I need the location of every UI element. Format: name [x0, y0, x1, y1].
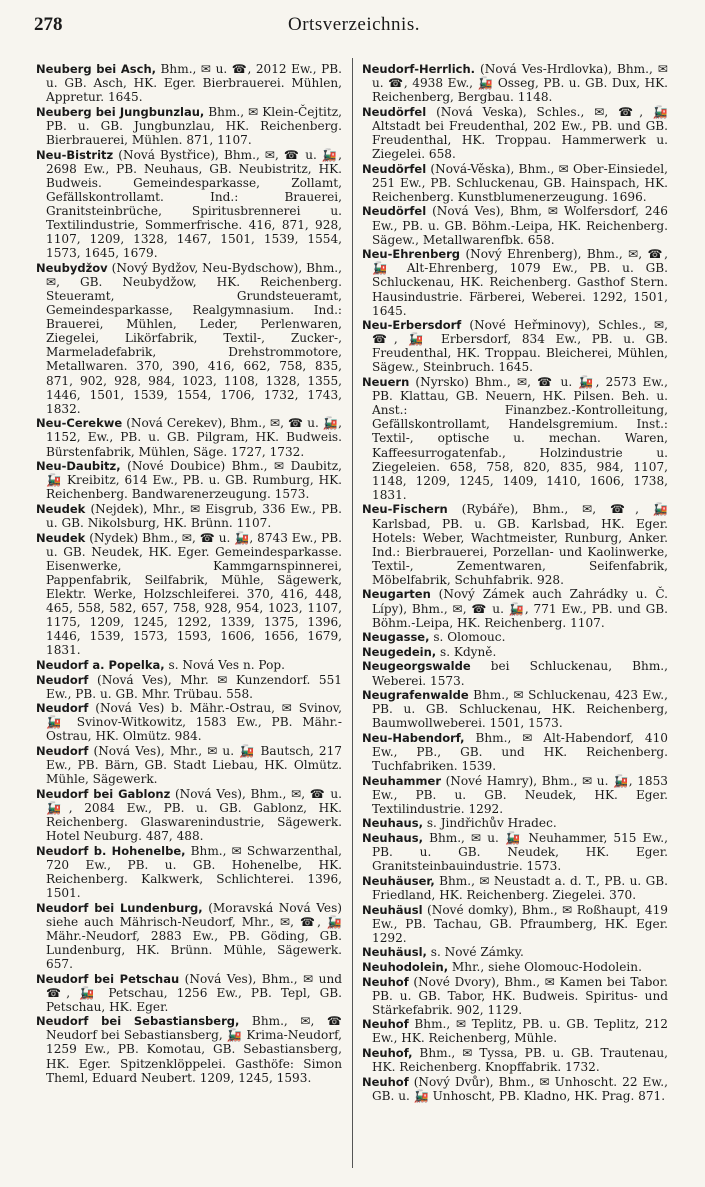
directory-entry — [362, 162, 668, 204]
entry-details: s. Olomouc. — [429, 630, 506, 645]
entry-place-name: Neudorf — [36, 744, 89, 758]
entry-details: (Nová Ves), Mhr. ✉ Kunzendorf. 551 Ew., PB. u. GB. Mhr. Trübau. 558. — [46, 672, 342, 701]
entry-place-name: Neudorf a. Popelka, — [36, 657, 165, 672]
entry-place-name: Neudörfel — [362, 104, 427, 119]
entry-place-name: Neuberg bei Asch, — [36, 62, 157, 76]
entry-place-name: Neu-Cerekwe — [36, 416, 123, 431]
entry-details: (Rybáře), Bhm., ✉, ☎, 🚂 Karlsbad, PB. u. GB. Karlsbad, HK. Eger. Hotels: Weber, Wachtmeister, Runburg, Anker. Ind.: Bierbrauerei, Porzellan- und Kaolinwerke, Textil-, Zementwaren, Seifenfabrik, Möbelfabrik, Schuhfabrik. 928. — [372, 502, 668, 587]
entry-place-name: Neu-Daubitz, — [36, 459, 121, 474]
entry-details: (Moravská Nová Ves) siehe auch Mährisch-Neudorf, Mhr., ✉, ☎, 🚂 Mähr.-Neudorf, 2883 Ew., PB. Göding, GB. Lundenburg, HK. Brünn. Mühle, Sägewerk. 657. — [46, 900, 343, 971]
directory-entry — [36, 148, 342, 261]
entry-place-name: Neuhäuser, — [362, 873, 435, 888]
directory-entry — [36, 416, 342, 458]
entry-place-name: Neudorf bei Lundenburg, — [36, 900, 203, 915]
entry-details: (Nový Zámek auch Zahrádky u. Č. Lípy), Bhm., ✉, ☎ u. 🚂, 771 Ew., PB. und GB. Böhm.-Leipa, HK. Reichenberg. 1107. — [372, 587, 668, 630]
entry-details: (Nový Dvůr), Bhm., ✉ Unhoscht. 22 Ew., GB. u. 🚂 Unhoscht, PB. Kladno, HK. Prag. 871. — [372, 1074, 668, 1103]
entry-details: Bhm., ✉, ☎ Neudorf bei Sebastiansberg, 🚂 Krima-Neudorf, 1259 Ew., PB. Komotau, GB. Sebastiansberg, HK. Eger. Spitzenklöppelei. Gasthöfe: Simon Theml, Eduard Neubert. 1209, 1245, 1593. — [46, 1014, 342, 1085]
entry-details: Bhm., ✉ Tyssa, PB. u. GB. Trautenau, HK. Reichenberg. Knopffabrik. 1732. — [372, 1045, 668, 1075]
entry-details: Bhm., ✉ Schwarzenthal, 720 Ew., PB. u. GB. Hohenelbe, HK. Reichenberg. Kalkwerk, Schlichterei. 1396, 1501. — [46, 843, 343, 900]
directory-entry — [362, 247, 668, 317]
entry-place-name: Neudorf bei Petschau — [36, 971, 180, 986]
entry-details: bei Schluckenau, Bhm., Weberei. 1573. — [372, 659, 668, 688]
directory-entry — [362, 645, 668, 659]
directory-entry — [362, 1017, 668, 1045]
entry-place-name: Neugeorgswalde — [362, 659, 471, 674]
entry-place-name: Neugasse, — [362, 630, 430, 645]
directory-entry — [362, 502, 668, 587]
entry-details: (Nová Ves) b. Mähr.-Ostrau, ✉ Svinov, 🚂 Svinov-Witkowitz, 1583 Ew., PB. Mähr.-Ostrau, HK. Olmütz. 984. — [46, 701, 342, 744]
directory-entry — [36, 972, 342, 1014]
entry-details: Bhm., ✉ u. 🚂 Neuhammer, 515 Ew., PB. u. GB. Neudek, HK. Eger. Granitsteinbauindustrie. 1573. — [372, 831, 668, 874]
entry-details: s. Nové Zámky. — [426, 945, 524, 960]
entry-place-name: Neudörfel — [362, 204, 427, 219]
directory-entry — [362, 960, 668, 974]
entry-place-name: Neuhaus, — [362, 816, 423, 831]
entry-details: (Nyrsko) Bhm., ✉, ☎ u. 🚂, 2573 Ew., PB. Klattau, GB. Neuern, HK. Pilsen. Beh. u. Anst.: Finanzbez.-Kontrolleitung, Gefällskontrollamt, Handelsgremium. Inst.: Textil-, optische u. mechan. Waren, Kaffeesurrogatenfab., Holzindustrie u. Ziegeleien. 658, 758, 820, 835, 984, 1107, 1148, 1209, 1245, 1409, 1410, 1606, 1738, 1831. — [372, 375, 668, 502]
directory-entry — [36, 531, 342, 658]
entry-place-name: Neuhof — [362, 1074, 409, 1089]
directory-entry — [36, 901, 342, 971]
entry-details: s. Kdyně. — [436, 644, 497, 659]
directory-entry — [36, 701, 342, 743]
entry-place-name: Neu-Erbersdorf — [362, 318, 462, 333]
entry-place-name: Neuhodolein, — [362, 959, 449, 974]
entry-place-name: Neudorf b. Hohenelbe, — [36, 843, 186, 858]
entry-place-name: Neudorf — [36, 701, 89, 716]
directory-entry — [36, 459, 342, 501]
entry-details: (Nové Dvory), Bhm., ✉ Kamen bei Tabor. PB. u. GB. Tabor, HK. Budweis. Spiritus- und Stärkefabrik. 902, 1129. — [372, 974, 668, 1017]
entry-details: Bhm., ✉ Teplitz, PB. u. GB. Teplitz, 212 Ew., HK. Reichenberg, Mühle. — [372, 1017, 668, 1046]
entry-details: (Nová Ves), Bhm, ✉ Wolfersdorf, 246 Ew., PB. u. GB. Böhm.-Leipa, HK. Reichenberg. Sägew., Metallwarenfbk. 658. — [372, 204, 668, 247]
directory-entry — [362, 831, 668, 873]
entry-details: (Nová Ves), Bhm., ✉, ☎ u. 🚂, 2084 Ew., PB. u. GB. Gablonz, HK. Reichenberg. Glaswarenindustrie, Sägewerk. Hotel Neuburg. 487, 488. — [46, 786, 342, 844]
entry-place-name: Neu-Fischern — [362, 502, 448, 517]
entry-details: (Nová Ves), Bhm., ✉ und ☎, 🚂 Petschau, 1256 Ew., PB. Tepl, GB. Petschau, HK. Eger. — [46, 971, 343, 1014]
entry-details: Mhr., siehe Olomouc-Hodolein. — [448, 959, 642, 974]
entry-place-name: Neuhammer — [362, 773, 441, 788]
directory-entry — [362, 903, 668, 945]
entry-details: (Nová Ves-Hrdlovka), Bhm., ✉ u. ☎, 4938 Ew., 🚂 Osseg, PB. u. GB. Dux, HK. Reichenberg, Bergbau. 1148. — [372, 62, 668, 105]
directory-entry — [36, 105, 342, 147]
entry-details: (Nové Heřminovy), Schles., ✉, ☎, 🚂 Erbersdorf, 834 Ew., PB. u. GB. Freudenthal, HK. Troppau. Bleicherei, Mühlen, Sägew., Steinbruch. 1645. — [372, 318, 668, 375]
entry-place-name: Neudorf-Herrlich. — [362, 62, 476, 76]
entry-place-name: Neuberg bei Jungbunzlau, — [36, 104, 205, 119]
page-title: Ortsverzeichnis. — [288, 14, 420, 35]
entry-place-name: Neu-Ehrenberg — [362, 247, 461, 262]
entry-place-name: Neu-Habendorf, — [362, 730, 465, 745]
entry-details: Bhm., ✉ Neustadt a. d. T., PB. u. GB. Friedland, HK. Reichenberg. Ziegelei. 370. — [372, 873, 668, 902]
entry-place-name: Neugrafenwalde — [362, 688, 469, 703]
directory-entry — [36, 62, 342, 104]
directory-entry — [362, 659, 668, 687]
directory-entry — [362, 318, 668, 374]
directory-entry — [362, 945, 668, 959]
directory-entry — [362, 630, 668, 644]
entry-place-name: Neubydžov — [36, 260, 108, 275]
entry-place-name: Neuhof — [362, 1017, 409, 1032]
directory-entry — [362, 774, 668, 816]
entry-place-name: Neu-Bistritz — [36, 147, 114, 162]
page-number: 278 — [34, 14, 63, 35]
column-divider — [352, 58, 353, 1168]
entry-place-name: Neuhof, — [362, 1045, 413, 1060]
directory-entry — [36, 502, 342, 530]
directory-entry — [36, 844, 342, 900]
entry-place-name: Neudek — [36, 501, 86, 516]
entry-place-name: Neuhaus, — [362, 831, 423, 846]
entry-details: (Nová-Věska), Bhm., ✉ Ober-Einsiedel, 251 Ew., PB. Schluckenau, GB. Hainspach, HK. Reichenberg. Kunstblumenerzeugung. 1696. — [372, 161, 668, 204]
directory-entry — [36, 658, 342, 672]
directory-entry — [36, 261, 342, 416]
directory-entry — [362, 1046, 668, 1074]
entry-details: (Nové Doubice) Bhm., ✉ Daubitz, 🚂 Kreibitz, 614 Ew., PB. u. GB. Rumburg, HK. Reichenberg. Bandwarenerzeugung. 1573. — [46, 459, 342, 502]
entry-details: Bhm., ✉ Klein-Čejtitz, PB. u. GB. Jungbunzlau, HK. Reichenberg. Bierbrauerei, Mühlen. 871, 1107. — [46, 104, 343, 147]
entry-details: (Nové Hamry), Bhm., ✉ u. 🚂, 1853 Ew., PB. u. GB. Neudek, HK. Eger. Textilindustrie. 1292. — [372, 773, 668, 816]
entry-details: (Nydek) Bhm., ✉, ☎ u. 🚂, 8743 Ew., PB. u. GB. Neudek, HK. Eger. Gemeindesparkasse. Eisenwerke, Kammgarnspinnerei, Pappenfabrik, Seilfabrik, Mühle, Sägewerk, Elektr. Werke, Holzschleiferei. 370, 416, 448, 465, 558, 582, 657, 758, 928, 954, 1023, 1107, 1175, 1209, 1245, 1292, 1339, 1375, 1396, 1446, 1539, 1573, 1593, 1606, 1656, 1679, 1831. — [46, 530, 342, 658]
directory-entry — [362, 587, 668, 629]
directory-entry — [362, 975, 668, 1017]
entry-place-name: Neuhäusl — [362, 902, 423, 917]
directory-entry — [36, 787, 342, 843]
directory-entry — [362, 874, 668, 902]
directory-entry — [362, 62, 668, 104]
entry-place-name: Neugedein, — [362, 644, 437, 659]
entry-place-name: Neuhäusl, — [362, 945, 427, 960]
left-column — [36, 62, 342, 1085]
directory-entry — [362, 105, 668, 161]
right-column — [362, 62, 668, 1103]
directory-entry — [362, 688, 668, 730]
entry-place-name: Neudorf bei Gablonz — [36, 786, 171, 801]
directory-entry — [36, 673, 342, 701]
directory-entry — [362, 375, 668, 502]
entry-details: Bhm., ✉ Alt-Habendorf, 410 Ew., PB., GB. und HK. Reichenberg. Tuchfabriken. 1539. — [372, 730, 668, 774]
directory-entry — [36, 1014, 342, 1084]
entry-place-name: Neuern — [362, 375, 410, 390]
entry-place-name: Neuhof — [362, 974, 409, 989]
directory-entry — [362, 731, 668, 773]
entry-details: Bhm., ✉ Schluckenau, 423 Ew., PB. u. GB. Schluckenau, HK. Reichenberg, Baumwollweberei. 1501, 1573. — [372, 688, 668, 731]
entry-details: (Nová Cerekev), Bhm., ✉, ☎ u. 🚂, 1152, Ew., PB. u. GB. Pilgram, HK. Budweis. Bürstenfabrik, Mühlen, Säge. 1727, 1732. — [46, 416, 342, 459]
entry-details: (Nejdek), Mhr., ✉ Eisgrub, 336 Ew., PB. u. GB. Nikolsburg, HK. Brünn. 1107. — [46, 501, 342, 530]
entry-details: Bhm., ✉ u. ☎, 2012 Ew., PB. u. GB. Asch, HK. Eger. Bierbrauerei. Mühlen, Appretur. 1645. — [46, 62, 342, 105]
entry-details: (Nový Bydžov, Neu-Bydschow), Bhm., ✉, GB. Neubydžow, HK. Reichenberg. Steueramt, Grundsteueramt, Gemeindesparkasse, Realgymnasium. Ind.: Brauerei, Mühlen, Leder, Perlenwaren, Ziegelei, Likörfabrik, Textil-, Zucker-, Marmeladefabrik, Drehstrommotore, Metallwaren. 370, 390, 416, 662, 758, 835, 871, 902, 928, 984, 1023, 1108, 1328, 1355, 1446, 1501, 1539, 1554, 1706, 1732, 1743, 1832. — [46, 260, 342, 416]
entry-details: s. Jindřichův Hradec. — [422, 816, 557, 831]
entry-details: (Nová Ves), Mhr., ✉ u. 🚂 Bautsch, 217 Ew., PB. Bärn, GB. Stadt Liebau, HK. Olmütz. Mühle, Sägewerk. — [46, 744, 342, 787]
entry-details: (Nová Veska), Schles., ✉, ☎, 🚂 Altstadt bei Freudenthal, 202 Ew., PB. und GB. Freudenthal, HK. Troppau. Hammerwerk u. Ziegelei. 658. — [372, 104, 668, 162]
entry-details: (Nové domky), Bhm., ✉ Roßhaupt, 419 Ew., PB. Tachau, GB. Pfraumberg, HK. Eger. 1292. — [372, 902, 668, 945]
directory-entry — [362, 816, 668, 830]
entry-details: (Nová Bystřice), Bhm., ✉, ☎ u. 🚂, 2698 Ew., PB. Neuhaus, GB. Neubistritz, HK. Budweis. Gemeindesparkasse, Zollamt, Gefällskontrollamt. Ind.: Brauerei, Granitsteinbrüche, Spiritusbrennerei u. Textilindustrie, Sommerfrische. 416, 871, 928, 1107, 1209, 1328, 1467, 1501, 1539, 1554, 1573, 1645, 1679. — [46, 147, 342, 261]
directory-entry — [362, 204, 668, 246]
entry-place-name: Neudorf bei Sebastiansberg, — [36, 1014, 240, 1029]
page-header — [34, 14, 674, 40]
directory-entry — [36, 744, 342, 786]
entry-place-name: Neudorf — [36, 672, 89, 687]
entry-details: (Nový Ehrenberg), Bhm., ✉, ☎, 🚂 Alt-Ehrenberg, 1079 Ew., PB. u. GB. Schluckenau, HK. Reichenberg. Gasthof Stern. Hausindustrie. Färberei, Weberei. 1292, 1501, 1645. — [372, 247, 668, 318]
entry-place-name: Neugarten — [362, 587, 431, 602]
entry-place-name: Neudek — [36, 530, 86, 545]
entry-details: s. Nová Ves n. Pop. — [164, 657, 285, 672]
entry-place-name: Neudörfel — [362, 161, 427, 176]
directory-entry — [362, 1075, 668, 1103]
